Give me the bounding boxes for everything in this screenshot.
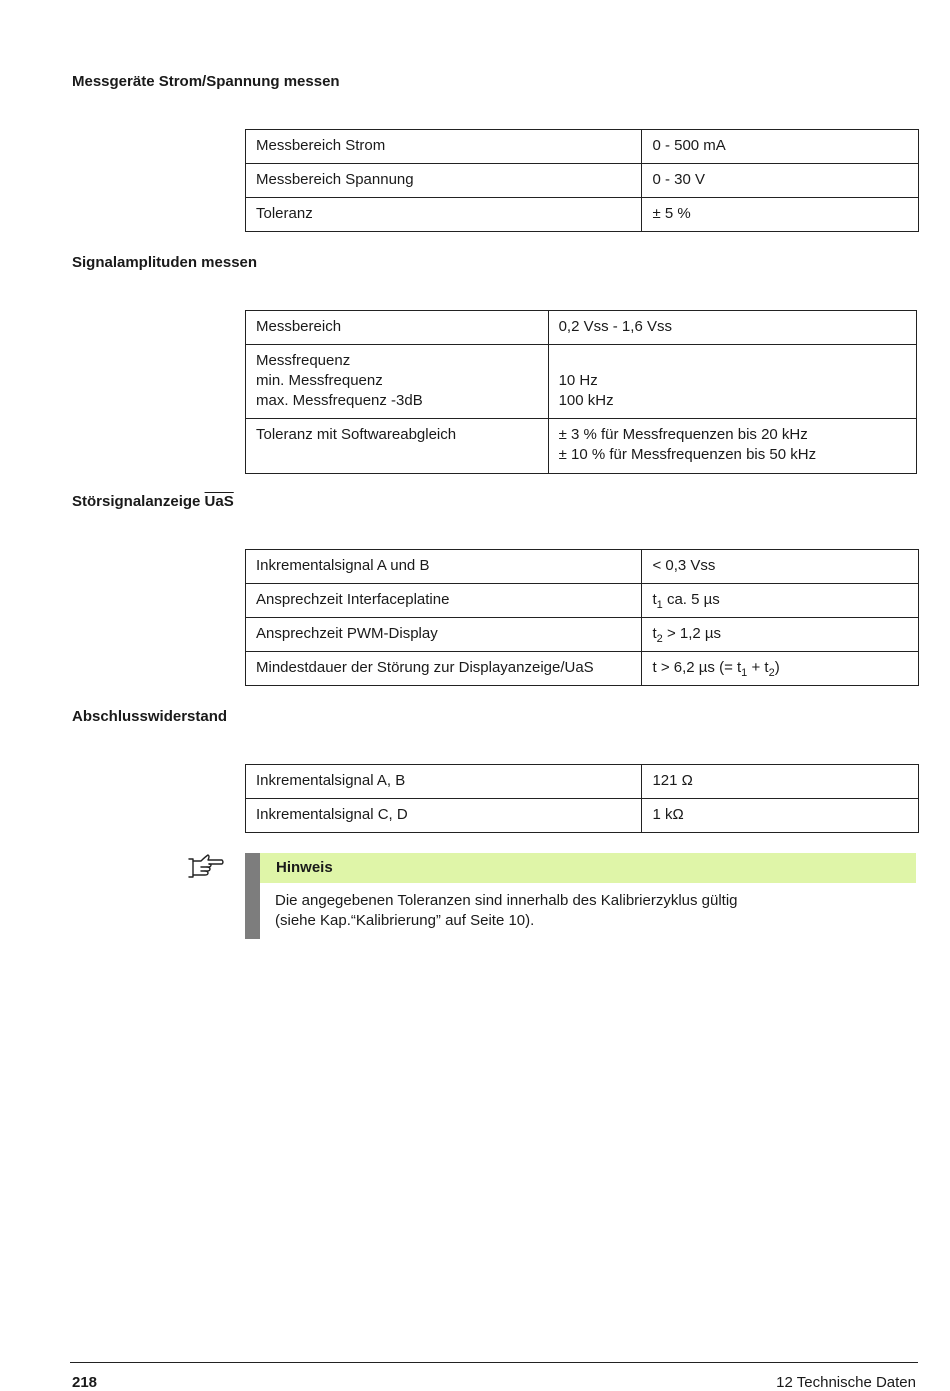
row-label: Inkrementalsignal A, B [246,765,642,799]
note-text [275,891,916,931]
row-label: Ansprechzeit PWM-Display [246,618,642,652]
value-line: 100 kHz [558,392,614,409]
value-text: > 1,2 µs [662,625,722,642]
row-label [246,345,549,419]
heading-overline-symbol: UaS [204,493,234,510]
table-row [246,584,919,618]
value-subscript: 2 [656,633,663,645]
row-label: Messbereich [246,311,549,345]
spec-table-abschlusswiderstand [245,764,919,833]
chapter-title: 12 Technische Daten [776,1374,916,1391]
table-row [246,550,919,584]
label-line: min. Messfrequenz [256,372,383,389]
spec-table-signalamplituden [245,310,917,474]
row-value: < 0,3 Vss [642,550,919,584]
row-value [548,345,916,419]
row-label: Ansprechzeit Interfaceplatine [246,584,642,618]
footer-divider [70,1362,918,1363]
value-text: ca. 5 µs [662,591,720,608]
value-subscript: 2 [768,667,775,679]
note-box [245,853,916,939]
label-line: max. Messfrequenz -3dB [256,392,423,409]
value-text: t > 6,2 µs (= t [652,659,742,676]
row-value [548,419,916,474]
table-row [246,311,917,345]
section-heading-strom-spannung: Messgeräte Strom/Spannung messen [72,73,340,90]
label-line: Messfrequenz [256,352,351,369]
row-value: ± 5 % [642,198,919,232]
row-value [642,652,919,686]
row-value [642,584,919,618]
row-label: Inkrementalsignal C, D [246,799,642,833]
table-row [246,345,917,419]
section-heading-abschlusswiderstand: Abschlusswiderstand [72,708,228,725]
row-label: Messbereich Strom [246,130,642,164]
row-value: 0 - 30 V [642,164,919,198]
pointing-hand-icon [187,853,225,881]
table-row [246,765,919,799]
table-row [246,799,919,833]
value-line [559,351,906,371]
note-line: Die angegebenen Toleranzen sind innerhalb des Kalibrierzyklus gültig [275,892,738,909]
row-label: Toleranz [246,198,642,232]
value-line: ± 10 % für Messfrequenzen bis 50 kHz [558,446,817,463]
row-label: Messbereich Spannung [246,164,642,198]
spec-table-strom-spannung [245,129,919,232]
heading-text: Störsignalanzeige [72,493,201,510]
row-label: Mindestdauer der Störung zur Displayanzeige/UaS [246,652,642,686]
row-value: 0,2 Vss - 1,6 Vss [548,311,916,345]
page-number: 218 [72,1374,98,1391]
value-subscript: 1 [656,599,663,611]
section-heading-stoersignalanzeige [72,493,234,511]
note-line: (siehe Kap.“Kalibrierung” auf Seite 10). [275,912,535,929]
row-value [642,618,919,652]
table-row [246,419,917,474]
value-text: + t [747,659,769,676]
row-label: Inkrementalsignal A und B [246,550,642,584]
value-line: ± 3 % für Messfrequenzen bis 20 kHz [558,426,808,443]
table-row [246,618,919,652]
table-row [246,652,919,686]
value-text: t [652,625,657,642]
table-row [246,130,919,164]
note-accent-bar [245,853,260,939]
section-heading-signalamplituden: Signalamplituden messen [72,254,258,271]
row-value: 0 - 500 mA [642,130,919,164]
table-row [246,198,919,232]
value-text: ) [774,659,780,676]
value-line: 10 Hz [558,372,598,389]
row-value: 121 Ω [642,765,919,799]
spec-table-stoersignalanzeige [245,549,919,686]
table-row [246,164,919,198]
row-value: 1 kΩ [642,799,919,833]
value-subscript: 1 [741,667,748,679]
row-label: Toleranz mit Softwareabgleich [246,419,549,474]
note-title: Hinweis [260,853,916,883]
value-text: t [652,591,657,608]
